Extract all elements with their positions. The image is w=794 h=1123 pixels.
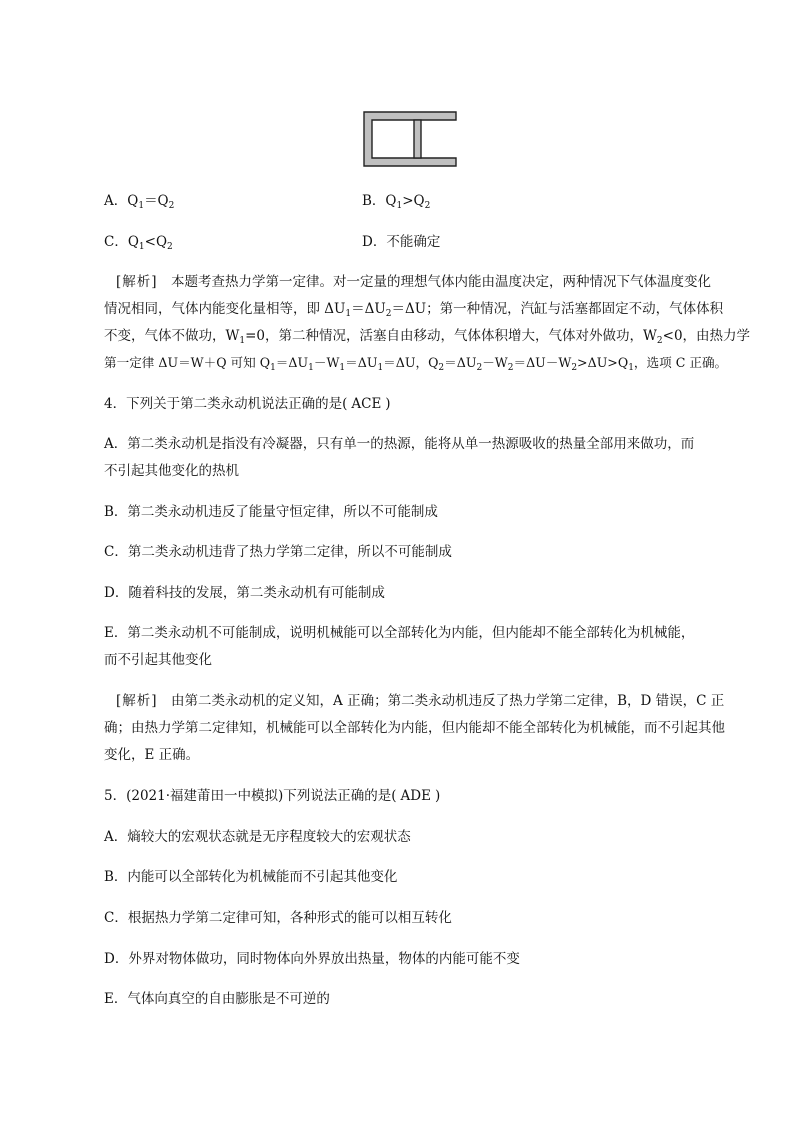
analysis-q3-line2: 情况相同，气体内能变化量相等，即 $\Delta U_1=\Delta U_2=\Delta U$；第一种情况，汽缸与活塞都固定不动，气体体积 xyxy=(104,301,724,319)
q5-option-e: E．气体向真空的自由膨胀是不可逆的 xyxy=(104,991,330,1007)
piston xyxy=(414,120,421,158)
analysis-q3-line1: [解析] 本题考查热力学第一定律。对一定量的理想气体内能由温度决定，两种情况下气体温度变化 xyxy=(116,274,712,290)
cylinder-piston-diagram xyxy=(362,110,460,170)
option-c-q3: C．$Q_1<Q_2$ xyxy=(104,234,173,252)
analysis-q3-line4: 第一定律 ΔU＝W＋Q 可知 $Q_1=\Delta U_1-W_1=\Delta U_1=\Delta U$，$Q_2=\Delta U_2-W_2=\Delta U-W_2>\Delta U>Q_1$，选项 C 正确。 xyxy=(104,355,728,373)
option-b-q3: B．$Q_1>Q_2$ xyxy=(362,193,431,211)
q5-option-d: D．外界对物体做功，同时物体向外界放出热量，物体的内能可能不变 xyxy=(104,951,520,967)
question-5-stem: 5．(2021·福建莆田一中模拟)下列说法正确的是( ADE ) xyxy=(104,788,441,804)
q5-option-c: C．根据热力学第二定律可知，各种形式的能可以相互转化 xyxy=(104,910,452,926)
q4-option-e-line2: 而不引起其他变化 xyxy=(104,652,212,668)
q4-option-b: B．第二类永动机违反了能量守恒定律，所以不可能制成 xyxy=(104,504,438,520)
answer-q4: ACE xyxy=(351,396,382,412)
q4-option-c: C．第二类永动机违背了热力学第二定律，所以不可能制成 xyxy=(104,544,452,560)
q4-option-a-line2: 不引起其他变化的热机 xyxy=(104,463,239,479)
cylinder-wall xyxy=(364,112,456,166)
analysis-q4-line1: [解析] 由第二类永动机的定义知，A 正确；第二类永动机违反了热力学第二定律，B，D 错误，C 正 xyxy=(116,693,725,709)
question-4-stem: 4．下列关于第二类永动机说法正确的是( ACE ) xyxy=(104,396,391,412)
analysis-tag: [解析] xyxy=(116,274,158,290)
option-d-q3: D．不能确定 xyxy=(362,234,441,250)
q4-option-a-line1: A．第二类永动机是指没有冷凝器，只有单一的热源，能将从单一热源吸收的热量全部用来做功，而 xyxy=(104,436,695,452)
q5-option-b: B．内能可以全部转化为机械能而不引起其他变化 xyxy=(104,869,398,885)
analysis-q4-line2: 确；由热力学第二定律知，机械能可以全部转化为内能，但内能却不能全部转化为机械能，而不引起其他 xyxy=(104,720,725,736)
q4-option-e-line1: E．第二类永动机不可能制成，说明机械能可以全部转化为内能，但内能却不能全部转化为机械能， xyxy=(104,625,695,641)
analysis-q4-line3: 变化，E 正确。 xyxy=(104,747,200,763)
analysis-q3-line3: 不变，气体不做功，$W_1=0$，第二种情况，活塞自由移动，气体体积增大，气体对外做功，$W_2<0$，由热力学 xyxy=(104,328,751,346)
answer-q5: ADE xyxy=(400,788,431,804)
analysis-tag: [解析] xyxy=(116,693,158,709)
option-a-q3: A．$Q_1=Q_2$ xyxy=(104,193,175,211)
q5-option-a: A．熵较大的宏观状态就是无序程度较大的宏观状态 xyxy=(104,829,411,845)
q4-option-d: D．随着科技的发展，第二类永动机有可能制成 xyxy=(104,585,385,601)
